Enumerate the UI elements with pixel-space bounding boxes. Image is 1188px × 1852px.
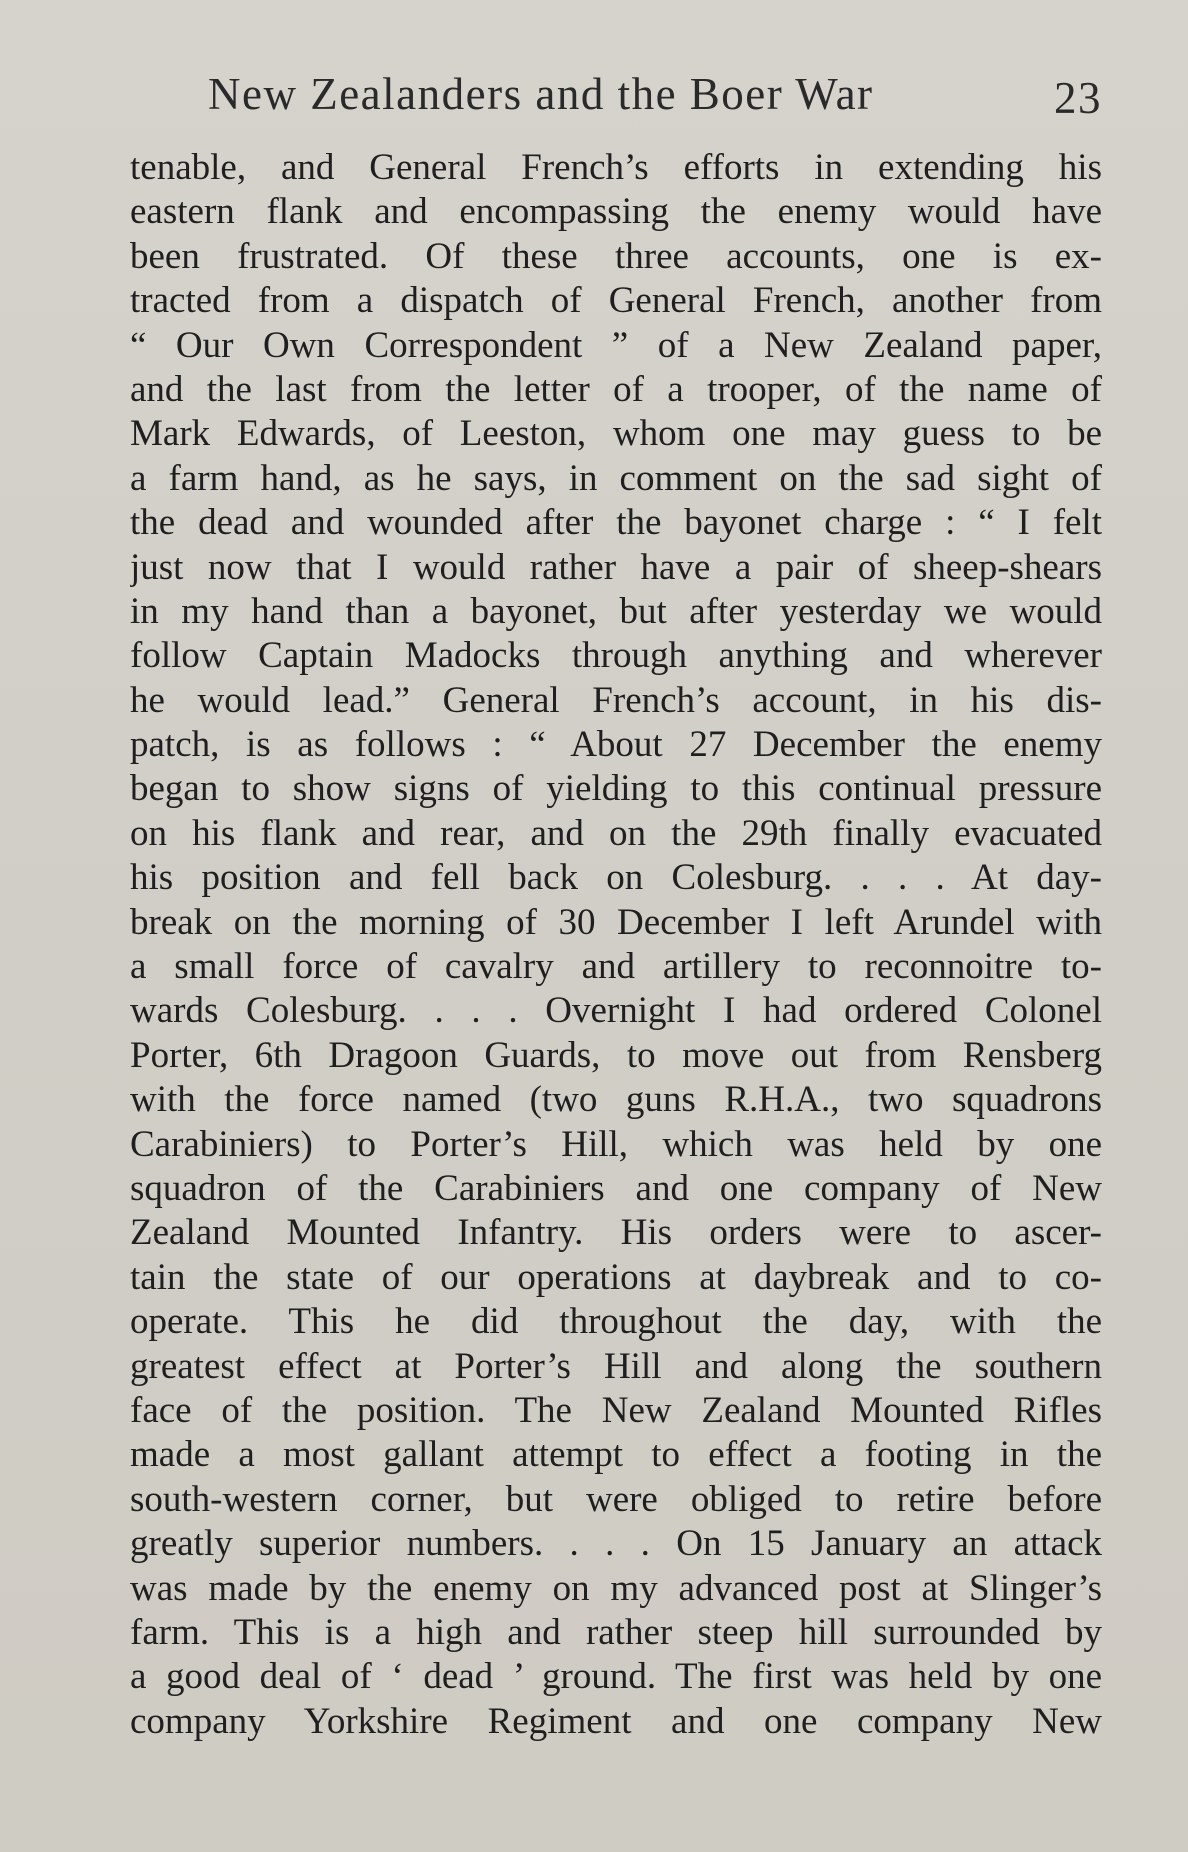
text-line: break on the morning of 30 December I left Arundel with bbox=[130, 901, 1102, 943]
text-line: began to show signs of yielding to this continual pressure bbox=[130, 768, 1102, 810]
text-line: been frustrated. Of these three accounts, one is ex- bbox=[130, 235, 1102, 277]
text-line: tracted from a dispatch of General French, another from bbox=[130, 280, 1102, 322]
text-line: “ Our Own Correspondent ” of a New Zealand paper, bbox=[130, 324, 1102, 366]
text-line: and the last from the letter of a trooper, of the name of bbox=[130, 368, 1102, 410]
text-line: squadron of the Carabiniers and one company of New bbox=[130, 1167, 1102, 1209]
body-text bbox=[130, 146, 1102, 1744]
text-line: greatest effect at Porter’s Hill and along the southern bbox=[130, 1345, 1102, 1387]
text-line: greatly superior numbers. . . . On 15 January an attack bbox=[130, 1523, 1102, 1565]
text-line: follow Captain Madocks through anything and wherever bbox=[130, 635, 1102, 677]
text-line: his position and fell back on Colesburg. . . . At day- bbox=[130, 857, 1102, 899]
running-head bbox=[130, 62, 1102, 132]
text-line: tain the state of our operations at daybreak and to co- bbox=[130, 1256, 1102, 1298]
text-line: farm. This is a high and rather steep hill surrounded by bbox=[130, 1611, 1102, 1653]
text-line: he would lead.” General French’s account, in his dis- bbox=[130, 679, 1102, 721]
text-line: Carabiniers) to Porter’s Hill, which was held by one bbox=[130, 1123, 1102, 1165]
text-line: patch, is as follows : “ About 27 December the enemy bbox=[130, 724, 1102, 766]
text-line: wards Colesburg. . . . Overnight I had ordered Colonel bbox=[130, 990, 1102, 1032]
text-line: eastern flank and encompassing the enemy would have bbox=[130, 191, 1102, 233]
text-line: face of the position. The New Zealand Mounted Rifles bbox=[130, 1389, 1102, 1431]
text-line: made a most gallant attempt to effect a footing in the bbox=[130, 1434, 1102, 1476]
page-number: 23 bbox=[1054, 73, 1102, 123]
text-line: just now that I would rather have a pair of sheep-shears bbox=[130, 546, 1102, 588]
text-line: a good deal of ‘ dead ’ ground. The first was held by one bbox=[130, 1656, 1102, 1698]
text-line: a small force of cavalry and artillery to reconnoitre to- bbox=[130, 946, 1102, 988]
text-line: a farm hand, as he says, in comment on the sad sight of bbox=[130, 457, 1102, 499]
text-line: was made by the enemy on my advanced post at Slinger’s bbox=[130, 1567, 1102, 1609]
text-line: tenable, and General French’s efforts in extending his bbox=[130, 147, 1102, 188]
text-line: the dead and wounded after the bayonet charge : “ I felt bbox=[130, 502, 1102, 544]
text-line: in my hand than a bayonet, but after yesterday we would bbox=[130, 590, 1102, 632]
text-line: Mark Edwards, of Leeston, whom one may guess to be bbox=[130, 413, 1102, 455]
text-line: Porter, 6th Dragoon Guards, to move out from Rensberg bbox=[130, 1034, 1102, 1076]
text-line: company Yorkshire Regiment and one company New bbox=[130, 1700, 1102, 1742]
text-line: operate. This he did throughout the day, with the bbox=[130, 1301, 1102, 1343]
text-line: south-western corner, but were obliged to retire before bbox=[130, 1478, 1102, 1520]
text-line: on his flank and rear, and on the 29th finally evacuated bbox=[130, 812, 1102, 854]
text-line: Zealand Mounted Infantry. His orders were to ascer- bbox=[130, 1212, 1102, 1254]
running-head-title: New Zealanders and the Boer War bbox=[208, 69, 874, 119]
text-line: with the force named (two guns R.H.A., two squadrons bbox=[130, 1079, 1102, 1121]
